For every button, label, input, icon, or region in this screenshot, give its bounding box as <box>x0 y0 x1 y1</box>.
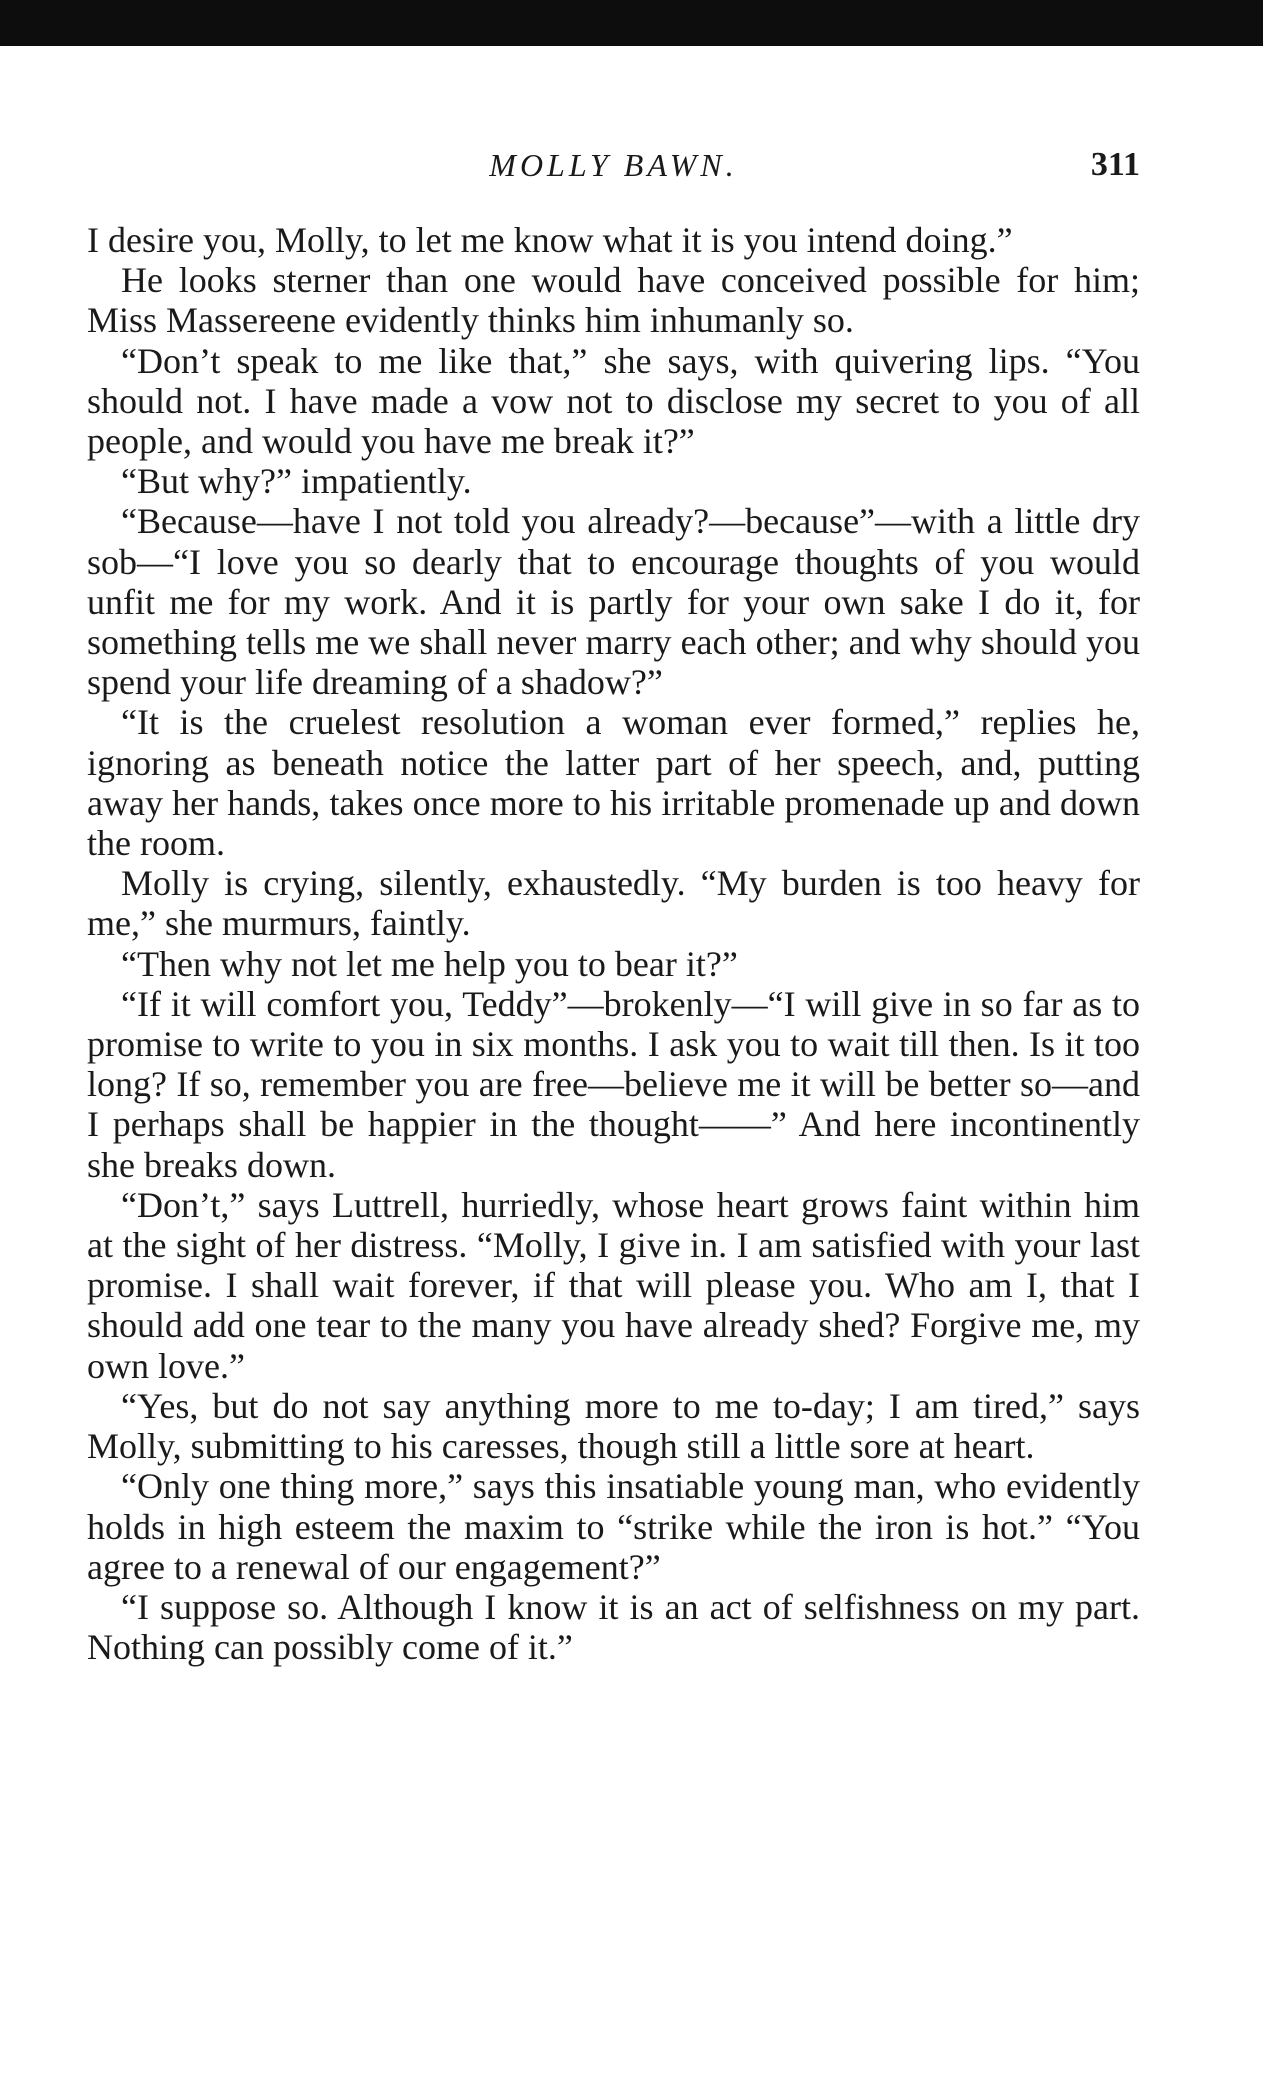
paragraph-6: “It is the cruelest resolution a woman ever formed,” replies he, ignoring as beneath notice the latter part of her speech, and, putting away her hands, takes once more to his irritable promenade up and down the room. <box>87 702 1140 864</box>
body-text <box>87 220 1140 1667</box>
paragraph-10: “Don’t,” says Luttrell, hurriedly, whose heart grows faint within him at the sight of her distress. “Molly, I give in. I am satisfied with your last promise. I shall wait forever, if that will please you. Who am I, that I should add one tear to the many you have already shed? Forgive me, my own love.” <box>87 1184 1140 1386</box>
paragraph-2: He looks sterner than one would have conceived possible for him; Miss Massereene evidently thinks him inhumanly so. <box>87 260 1140 341</box>
top-border-rule <box>0 0 1263 46</box>
paragraph-13: “I suppose so. Although I know it is an act of selfishness on my part. Nothing can possibly come of it.” <box>87 1586 1140 1668</box>
paragraph-7: Molly is crying, silently, exhaustedly. “My burden is too heavy for me,” she murmurs, faintly. <box>87 863 1140 944</box>
paragraph-8: “Then why not let me help you to bear it?” <box>121 943 738 984</box>
paragraph-4: “But why?” impatiently. <box>121 461 472 502</box>
page-number: 311 <box>1090 146 1140 183</box>
paragraph-11: “Yes, but do not say anything more to me to-day; I am tired,” says Molly, submitting to his caresses, though still a little sore at heart. <box>87 1385 1140 1467</box>
paragraph-1: I desire you, Molly, to let me know what it is you intend doing.” <box>87 220 1013 260</box>
running-title: MOLLY BAWN. <box>489 147 738 183</box>
paragraph-5: “Because—have I not told you already?—because”—with a little dry sob—“I love you so dearly that to encourage thoughts of you would unfit me for my work. And it is partly for your own sake I do it, for something tells me we shall never marry each other; and why should you spend your life dreaming of a shadow?” <box>87 501 1140 703</box>
running-head <box>87 140 1140 190</box>
paragraph-3: “Don’t speak to me like that,” she says, with quivering lips. “You should not. I have made a vow not to disclose my secret to you of all people, and would you have me break it?” <box>87 340 1140 462</box>
paragraph-9: “If it will comfort you, Teddy”—brokenly—“I will give in so far as to promise to write to you in six months. I ask you to wait till then. Is it too long? If so, remember you are free—believe me it will be better so—and I perhaps shall be happier in the thought——” And here incontinently she breaks down. <box>87 983 1140 1185</box>
paragraph-12: “Only one thing more,” says this insatiable young man, who evidently holds in high esteem the maxim to “strike while the iron is hot.” “You agree to a renewal of our engagement?” <box>87 1466 1140 1587</box>
